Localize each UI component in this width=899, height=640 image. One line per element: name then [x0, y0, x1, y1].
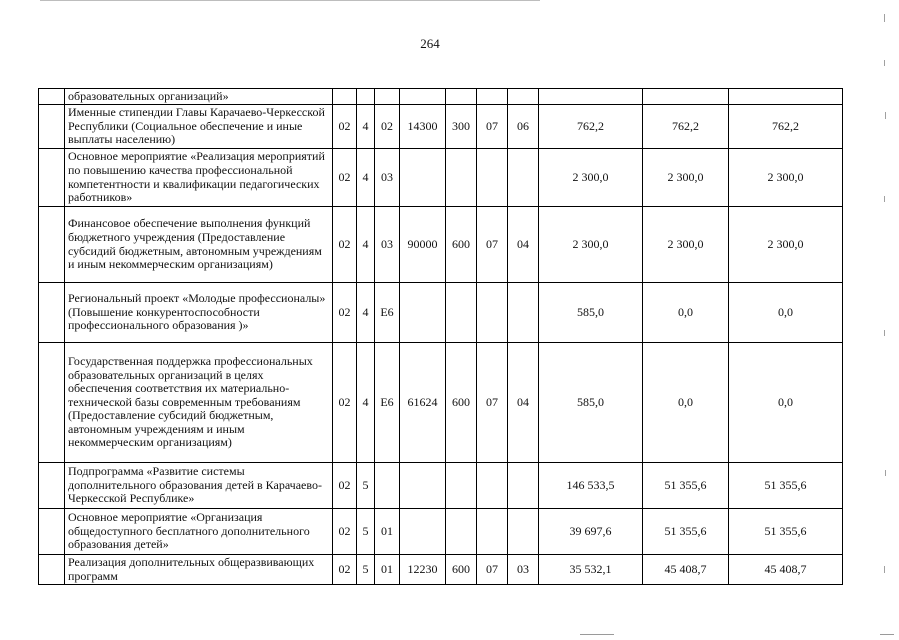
- code-program: 02: [333, 555, 357, 585]
- code-section: [477, 509, 508, 555]
- sum-year-3: 51 355,6: [729, 509, 843, 555]
- scan-artifact: [884, 196, 885, 202]
- code-subprogram: 5: [357, 463, 375, 509]
- sum-year-1: 2 300,0: [539, 149, 643, 207]
- sum-year-2: [643, 89, 729, 105]
- row-marker-cell: [39, 207, 65, 283]
- row-name: Реализация дополнительных общеразвивающих программ: [65, 555, 333, 585]
- code-direction: 12230: [400, 555, 446, 585]
- code-event: 01: [375, 555, 400, 585]
- code-program: 02: [333, 509, 357, 555]
- code-subsection: [508, 89, 539, 105]
- row-marker-cell: [39, 463, 65, 509]
- code-section: 07: [477, 105, 508, 149]
- code-section: 07: [477, 343, 508, 463]
- code-direction: [400, 463, 446, 509]
- code-expense-type: [446, 89, 477, 105]
- row-name: Основное мероприятие «Реализация мероприятий по повышению качества профессиональной компетентности и квалификации педагогических работников»: [65, 149, 333, 207]
- code-expense-type: [446, 463, 477, 509]
- code-subprogram: 4: [357, 207, 375, 283]
- code-section: [477, 89, 508, 105]
- scan-artifact: [580, 634, 614, 635]
- code-subprogram: 4: [357, 343, 375, 463]
- sum-year-1: [539, 89, 643, 105]
- row-name: Основное мероприятие «Организация общедоступного бесплатного дополнительного образования детей»: [65, 509, 333, 555]
- sum-year-1: 35 532,1: [539, 555, 643, 585]
- code-direction: [400, 509, 446, 555]
- code-program: 02: [333, 149, 357, 207]
- row-marker-cell: [39, 283, 65, 343]
- code-subprogram: 5: [357, 555, 375, 585]
- sum-year-2: 51 355,6: [643, 509, 729, 555]
- code-section: [477, 149, 508, 207]
- page-number: 264: [420, 36, 440, 51]
- code-subsection: [508, 509, 539, 555]
- table-row: [39, 509, 843, 555]
- table-row: [39, 105, 843, 149]
- row-marker-cell: [39, 89, 65, 105]
- code-direction: 90000: [400, 207, 446, 283]
- code-direction: [400, 283, 446, 343]
- sum-year-3: 45 408,7: [729, 555, 843, 585]
- sum-year-3: 0,0: [729, 343, 843, 463]
- code-subprogram: [357, 89, 375, 105]
- sum-year-1: 39 697,6: [539, 509, 643, 555]
- code-direction: 61624: [400, 343, 446, 463]
- row-marker-cell: [39, 509, 65, 555]
- code-event: E6: [375, 343, 400, 463]
- code-event: [375, 463, 400, 509]
- code-event: 03: [375, 149, 400, 207]
- code-subprogram: 4: [357, 105, 375, 149]
- sum-year-3: 2 300,0: [729, 207, 843, 283]
- code-subprogram: 5: [357, 509, 375, 555]
- code-program: 02: [333, 105, 357, 149]
- code-section: [477, 463, 508, 509]
- code-expense-type: [446, 509, 477, 555]
- sum-year-3: 0,0: [729, 283, 843, 343]
- code-subsection: [508, 149, 539, 207]
- sum-year-1: 2 300,0: [539, 207, 643, 283]
- row-name: Государственная поддержка профессиональных образовательных организаций в целях обеспечения соответствия их материально-технической базы современным требованиям (Предоставление субсидий бюджетным, автономным учреждениям и иным некоммерческим организациям): [65, 343, 333, 463]
- sum-year-1: 146 533,5: [539, 463, 643, 509]
- table-row: [39, 343, 843, 463]
- code-program: 02: [333, 463, 357, 509]
- code-expense-type: 600: [446, 555, 477, 585]
- table-row: [39, 283, 843, 343]
- code-subsection: [508, 463, 539, 509]
- code-subsection: 06: [508, 105, 539, 149]
- table-row: [39, 207, 843, 283]
- scan-artifact: [884, 566, 885, 573]
- code-direction: 14300: [400, 105, 446, 149]
- scan-artifact: [884, 14, 885, 22]
- scan-top-rule: [40, 0, 540, 1]
- code-expense-type: [446, 149, 477, 207]
- code-expense-type: 600: [446, 343, 477, 463]
- code-subprogram: 4: [357, 283, 375, 343]
- sum-year-1: 585,0: [539, 343, 643, 463]
- sum-year-2: 2 300,0: [643, 149, 729, 207]
- code-subprogram: 4: [357, 149, 375, 207]
- code-section: 07: [477, 207, 508, 283]
- code-subsection: 04: [508, 207, 539, 283]
- sum-year-2: 0,0: [643, 283, 729, 343]
- sum-year-3: 51 355,6: [729, 463, 843, 509]
- table-row: [39, 463, 843, 509]
- code-subsection: 04: [508, 343, 539, 463]
- code-direction: [400, 89, 446, 105]
- code-event: [375, 89, 400, 105]
- row-name: Финансовое обеспечение выполнения функций бюджетного учреждения (Предоставление субсидий бюджетным, автономным учреждениям и иным некоммерческим организациям): [65, 207, 333, 283]
- scan-artifact: [884, 330, 885, 336]
- code-event: 01: [375, 509, 400, 555]
- table-row: [39, 149, 843, 207]
- budget-table-body: [39, 89, 843, 585]
- row-name: Подпрограмма «Развитие системы дополнительного образования детей в Карачаево-Черкесской Республике»: [65, 463, 333, 509]
- row-marker-cell: [39, 105, 65, 149]
- code-event: 03: [375, 207, 400, 283]
- code-subsection: [508, 283, 539, 343]
- row-name: Именные стипендии Главы Карачаево-Черкесской Республики (Социальное обеспечение и иные выплаты населению): [65, 105, 333, 149]
- code-program: 02: [333, 343, 357, 463]
- sum-year-2: 45 408,7: [643, 555, 729, 585]
- code-direction: [400, 149, 446, 207]
- code-event: 02: [375, 105, 400, 149]
- sum-year-2: 762,2: [643, 105, 729, 149]
- sum-year-2: 0,0: [643, 343, 729, 463]
- scan-artifact: [885, 470, 886, 476]
- sum-year-3: 762,2: [729, 105, 843, 149]
- sum-year-3: [729, 89, 843, 105]
- code-program: [333, 89, 357, 105]
- code-section: 07: [477, 555, 508, 585]
- code-expense-type: 300: [446, 105, 477, 149]
- sum-year-2: 2 300,0: [643, 207, 729, 283]
- sum-year-3: 2 300,0: [729, 149, 843, 207]
- sum-year-1: 585,0: [539, 283, 643, 343]
- sum-year-2: 51 355,6: [643, 463, 729, 509]
- code-section: [477, 283, 508, 343]
- scan-artifact: [884, 60, 885, 66]
- code-expense-type: [446, 283, 477, 343]
- scan-artifact: [880, 634, 894, 635]
- code-event: E6: [375, 283, 400, 343]
- sum-year-1: 762,2: [539, 105, 643, 149]
- row-name: образовательных организаций»: [65, 89, 333, 105]
- row-name: Региональный проект «Молодые профессионалы» (Повышение конкурентоспособности профессионального образования )»: [65, 283, 333, 343]
- scan-artifact: [885, 112, 886, 119]
- budget-table: [38, 88, 843, 585]
- table-row: [39, 555, 843, 585]
- code-subsection: 03: [508, 555, 539, 585]
- table-row: [39, 89, 843, 105]
- row-marker-cell: [39, 555, 65, 585]
- code-program: 02: [333, 207, 357, 283]
- row-marker-cell: [39, 343, 65, 463]
- code-expense-type: 600: [446, 207, 477, 283]
- code-program: 02: [333, 283, 357, 343]
- row-marker-cell: [39, 149, 65, 207]
